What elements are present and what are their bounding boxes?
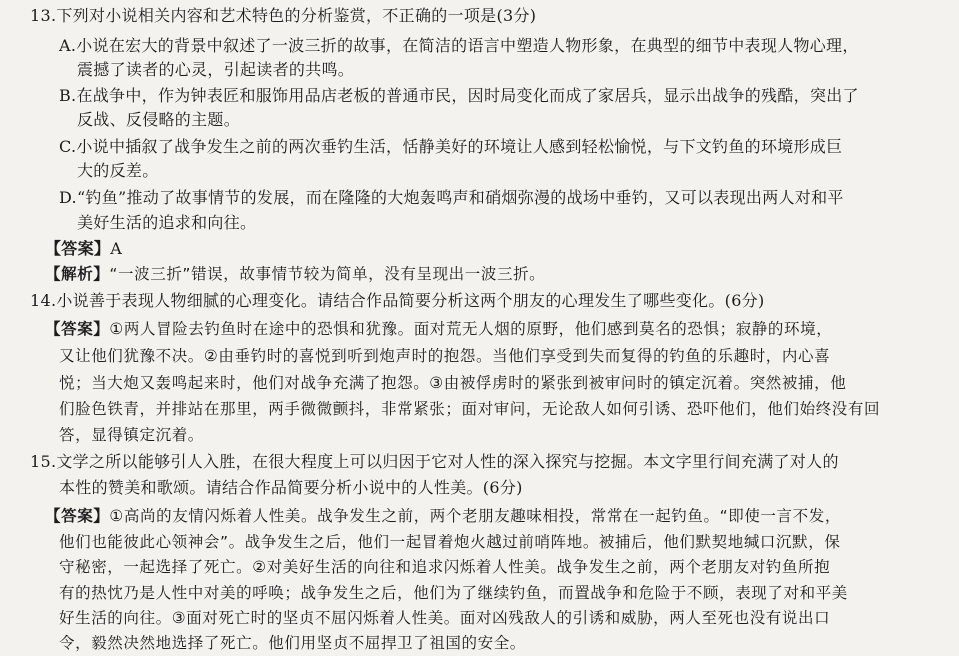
q15-answer-line2: 他们也能彼此心领神会”。战争发生之后，他们一起冒着炮火越过前哨阵地。被捕后，他们默契地缄口沉默，保 — [59, 533, 841, 551]
analysis-label: 【解析】 — [45, 265, 110, 283]
answer-label: 【答案】 — [45, 320, 110, 338]
q13-option-a-line1: A.小说在宏大的背景中叙述了一波三折的故事，在简洁的语言中塑造人物形象，在典型的细节中表现人物心理， — [59, 36, 859, 55]
q13-stem: 13.下列对小说相关内容和艺术特色的分析鉴赏，不正确的一项是(3分) — [30, 6, 537, 25]
q14-answer-line5: 答，显得镇定沉着。 — [59, 426, 204, 444]
q15-stem-line2: 本性的赞美和歌颂。请结合作品简要分析小说中的人性美。(6分) — [59, 478, 523, 497]
q13-answer — [45, 239, 122, 259]
q15-answer-line1 — [45, 506, 841, 526]
q14-stem: 14.小说善于表现人物细腻的心理变化。请结合作品简要分析这两个朋友的心理发生了哪些变化。(6分) — [30, 291, 765, 310]
q15-stem-line1: 15.文学之所以能够引人入胜，在很大程度上可以归因于它对人性的深入探究与挖掘。本文字里行间充满了对人的 — [30, 452, 839, 471]
q13-analysis-text: “一波三折”错误，故事情节较为简单，没有呈现出一波三折。 — [109, 265, 546, 283]
q15-answer-line6: 令，毅然决然地选择了死亡。他们用坚贞不屈捍卫了祖国的安全。 — [59, 634, 526, 652]
q13-option-c-line1: C.小说中插叙了战争发生之前的两次垂钓生活，恬静美好的环境让人感到轻松愉悦，与下文钓鱼的环境形成巨 — [59, 137, 843, 156]
q14-answer-text-1: ①两人冒险去钓鱼时在途中的恐惧和犹豫。面对荒无人烟的原野，他们感到莫名的恐惧；寂静的环境， — [109, 320, 833, 338]
q14-answer-line1 — [45, 319, 832, 339]
q15-answer-line5: 好生活的向往。③面对死亡时的坚贞不屈闪烁着人性美。面对凶残敌人的引诱和威胁，两人至死也没有说出口 — [59, 609, 831, 627]
q14-answer-line4: 们脸色铁青，并排站在那里，两手微微颤抖，非常紧张；面对审问，无论敌人如何引诱、恐吓他们，他们始终没有回 — [59, 400, 881, 418]
q13-option-b-line2: 反战、反侵略的主题。 — [77, 110, 241, 129]
q14-answer-line3: 悦；当大炮又轰鸣起来时，他们对战争充满了抱怨。③由被俘虏时的紧张到被审问时的镇定沉着。突然被捕，他 — [59, 374, 847, 392]
q13-option-b-line1: B.在战争中，作为钟表匠和服饰用品店老板的普通市民，因时局变化而成了家居兵，显示出战争的残酷，突出了 — [59, 86, 859, 105]
q13-option-a-line2: 震撼了读者的心灵，引起读者的共鸣。 — [77, 60, 355, 79]
q15-answer-text-1: ①高尚的友情闪烁着人性美。战争发生之前，两个老朋友趣味相投，常常在一起钓鱼。“即使一言不发， — [109, 507, 841, 525]
q13-option-d-line1: D.“钓鱼”推动了故事情节的发展，而在隆隆的大炮轰鸣声和硝烟弥漫的战场中垂钓，又可以表现出两人对和平 — [59, 188, 844, 207]
answer-label: 【答案】 — [45, 507, 110, 525]
q15-answer-line4: 有的热忱乃是人性中对美的呼唤；战争发生之后，他们为了继续钓鱼，而置战争和危险于不顾，表现了对和平美 — [59, 584, 848, 602]
answer-label: 【答案】 — [45, 239, 111, 258]
q13-option-c-line2: 大的反差。 — [77, 161, 159, 180]
q14-answer-line2: 又让他们犹豫不决。②由垂钓时的喜悦到听到炮声时的抱怨。当他们享受到失而复得的钓鱼的乐趣时，内心喜 — [59, 347, 831, 365]
q13-analysis — [45, 264, 545, 284]
q15-answer-line3: 守秘密，一起选择了死亡。②对美好生活的向往和追求闪烁着人性美。战争发生之前，两个老朋友对钓鱼所抱 — [59, 558, 831, 576]
q13-option-d-line2: 美好生活的追求和向往。 — [77, 213, 257, 232]
q13-answer-value: A — [110, 239, 123, 258]
